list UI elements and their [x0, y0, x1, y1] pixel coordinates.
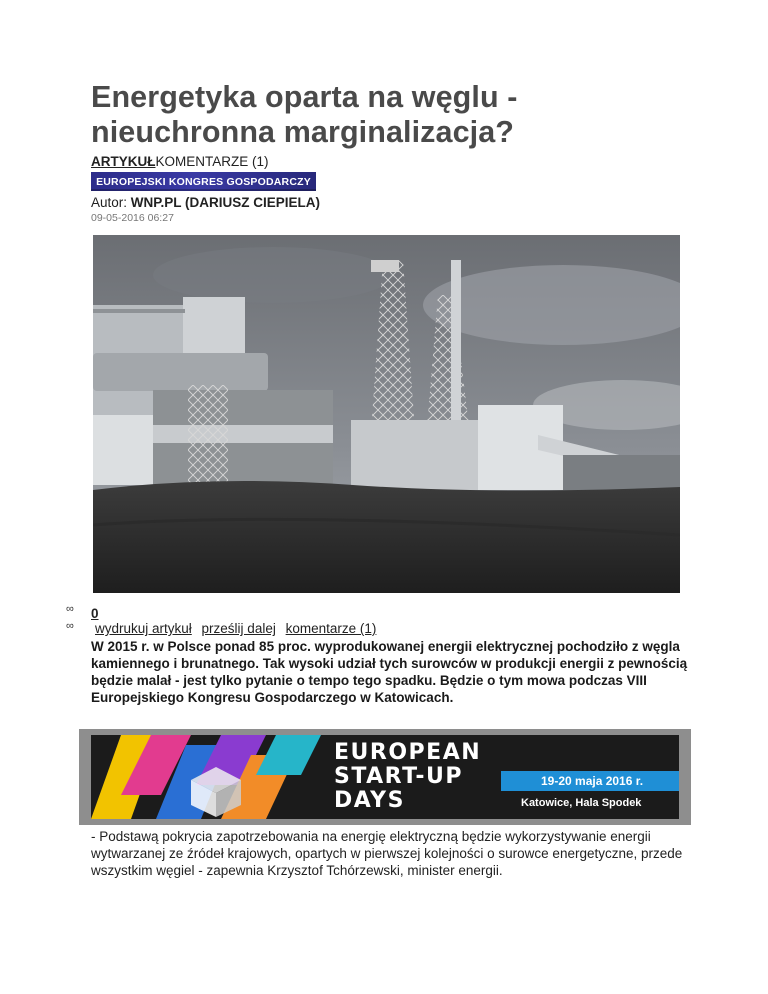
banner-dates: 19-20 maja 2016 r. [501, 771, 679, 791]
print-article-link[interactable]: wydrukuj artykuł [95, 621, 192, 636]
banner-inner [91, 735, 679, 819]
article-lead: W 2015 r. w Polsce ponad 85 proc. wyprodukowanej energii elektrycznej pochodziło z węgla kamiennego i brunatnego. Tak wysoki udział tych surowców w produkcji energii z pewnością będzie malał - jest tylko pytanie o tempo tego spadku. Będzie o tym mowa podczas VIII Europejskiego Kongresu Gospodarczego w Katowicach. [91, 639, 688, 705]
congress-badge[interactable]: EUROPEJSKI KONGRES GOSPODARCZY [91, 172, 316, 191]
banner-title: EUROPEAN START-UP DAYS [334, 740, 482, 813]
banner-graphic [91, 735, 321, 819]
author-name: WNP.PL (DARIUSZ CIEPIELA) [130, 195, 321, 210]
bullet-icon: ∞ [66, 620, 74, 632]
tab-article[interactable]: ARTYKUŁ [91, 154, 156, 169]
publish-date: 09-05-2016 06:27 [91, 212, 174, 224]
article-title: Energetyka oparta na węglu - nieuchronna marginalizacja? [91, 80, 518, 149]
hero-image [93, 235, 680, 593]
tab-comments[interactable]: KOMENTARZE (1) [155, 154, 269, 169]
share-article-link[interactable]: prześlij dalej [201, 621, 276, 636]
bullet-icon: ∞ [66, 603, 74, 615]
author-line [91, 195, 320, 211]
banner-place: Katowice, Hala Spodek [521, 797, 642, 809]
article-tabs [91, 154, 269, 170]
likes-count[interactable]: 0 [91, 606, 99, 621]
article-actions [95, 621, 382, 637]
author-prefix: Autor: [91, 195, 131, 210]
startup-days-banner[interactable] [79, 729, 691, 825]
article-body: - Podstawą pokrycia zapotrzebowania na energię elektryczną będzie wykorzystywanie energii wytwarzanej ze źródeł krajowych, opartych w pierwszej kolejności o surowce energetyczne, przede wszystkim węgiel - zapewnia Krzysztof Tchórzewski, minister energii. [91, 829, 683, 878]
comments-link[interactable]: komentarze (1) [285, 621, 377, 636]
